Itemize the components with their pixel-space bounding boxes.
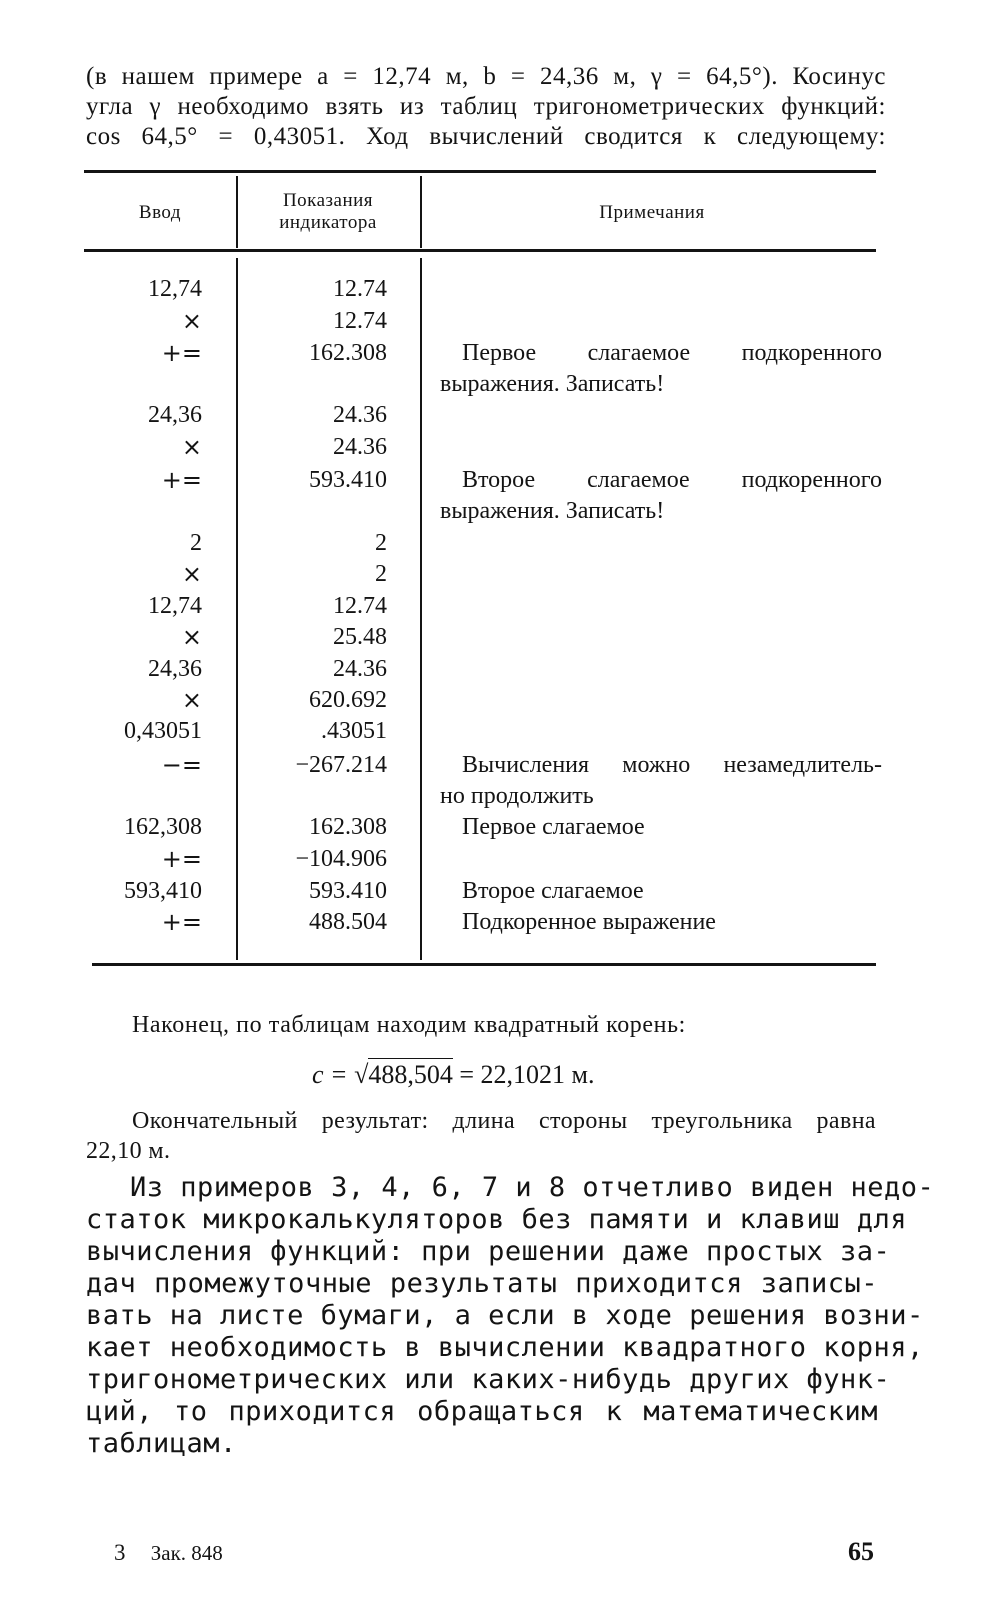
intro-line: (в нашем примере a = 12,74 м, b = 24,36 м, γ = 64,5°). Косинус bbox=[86, 63, 886, 90]
note-line: Первое слагаемое подкоренного bbox=[462, 340, 882, 366]
finally-text: Наконец, по таблицам находим квадратный корень: bbox=[132, 1012, 686, 1038]
input-cell: += bbox=[161, 908, 202, 936]
paragraph-line: Из примеров 3, 4, 6, 7 и 8 отчетливо виден недо- bbox=[130, 1172, 935, 1203]
note-line: но продолжить bbox=[440, 783, 594, 809]
result-line: 22,10 м. bbox=[86, 1138, 171, 1164]
intro-paragraph bbox=[86, 62, 886, 152]
paragraph-line: статок микрокалькуляторов без памяти и клавиш для bbox=[86, 1204, 908, 1235]
input-cell: 162,308 bbox=[124, 814, 202, 840]
footer-signature bbox=[114, 1540, 223, 1566]
input-cell: 24,36 bbox=[148, 402, 202, 428]
indicator-cell: 620.692 bbox=[309, 687, 387, 713]
input-cell: × bbox=[181, 686, 202, 714]
indicator-cell: 488.504 bbox=[309, 909, 387, 935]
note-line: Первое слагаемое bbox=[462, 814, 645, 840]
note-cell bbox=[440, 465, 882, 527]
paragraph-line: кает необходимость в вычислении квадратного корня, bbox=[86, 1332, 924, 1363]
indicator-cell: 24.36 bbox=[333, 656, 387, 682]
signature-number: 3 bbox=[114, 1540, 126, 1565]
indicator-cell: 12.74 bbox=[333, 308, 387, 334]
input-cell: × bbox=[181, 623, 202, 651]
input-cell: 593,410 bbox=[124, 878, 202, 904]
paragraph-line: ций, то приходится обращаться к математическим bbox=[86, 1396, 878, 1427]
formula-radicand: 488,504 bbox=[368, 1060, 453, 1089]
sqrt-formula bbox=[312, 1060, 595, 1090]
input-cell: × bbox=[181, 307, 202, 335]
paragraph-line: тригонометрических или каких-нибудь других функ- bbox=[86, 1364, 891, 1395]
note-cell bbox=[440, 876, 882, 907]
conclusion-paragraph bbox=[86, 1172, 935, 1460]
indicator-cell: 12.74 bbox=[333, 593, 387, 619]
note-line: выражения. Записать! bbox=[440, 498, 665, 524]
formula-rhs: = 22,1021 м. bbox=[459, 1060, 595, 1089]
input-cell: += bbox=[161, 339, 202, 367]
note-line: Второе слагаемое bbox=[462, 878, 644, 904]
paragraph-line: вать на листе бумаги, а если в ходе решения возни- bbox=[86, 1300, 924, 1331]
indicator-cell: 162.308 bbox=[309, 340, 387, 366]
indicator-cell: 593.410 bbox=[309, 878, 387, 904]
page-number: 65 bbox=[848, 1537, 874, 1566]
table-top-rule bbox=[84, 170, 876, 173]
note-cell bbox=[440, 812, 882, 843]
indicator-cell: −267.214 bbox=[295, 752, 387, 778]
input-cell: × bbox=[181, 560, 202, 588]
column-header-input: Ввод bbox=[138, 202, 182, 223]
table-column-divider bbox=[420, 176, 422, 248]
print-order: Зак. 848 bbox=[150, 1541, 223, 1565]
paragraph-line: таблицам. bbox=[86, 1428, 237, 1459]
note-cell bbox=[440, 338, 882, 400]
table-column-divider bbox=[236, 176, 238, 248]
column-header-indicator: Показания индикатора bbox=[279, 190, 377, 233]
result-paragraph bbox=[86, 1106, 876, 1166]
indicator-cell: 24.36 bbox=[333, 434, 387, 460]
table-header-rule bbox=[84, 249, 876, 252]
note-cell bbox=[440, 907, 882, 938]
table-bottom-rule bbox=[92, 963, 876, 966]
indicator-cell: 12.74 bbox=[333, 276, 387, 302]
indicator-cell: 24.36 bbox=[333, 402, 387, 428]
radical-sign: √ bbox=[354, 1060, 369, 1089]
result-line: Окончательный результат: длина стороны треугольника равна bbox=[132, 1108, 876, 1134]
indicator-cell: 162.308 bbox=[309, 814, 387, 840]
indicator-cell: 25.48 bbox=[333, 624, 387, 650]
input-cell: −= bbox=[161, 751, 202, 779]
input-cell: 2 bbox=[190, 530, 202, 556]
note-cell bbox=[440, 750, 882, 812]
indicator-cell: −104.906 bbox=[295, 846, 387, 872]
input-cell: 12,74 bbox=[148, 593, 202, 619]
input-cell: × bbox=[181, 433, 202, 461]
formula-lhs: c = bbox=[312, 1060, 348, 1089]
indicator-cell: .43051 bbox=[321, 718, 387, 744]
indicator-cell: 2 bbox=[375, 561, 387, 587]
indicator-cell: 2 bbox=[375, 530, 387, 556]
intro-line: угла γ необходимо взять из таблиц тригонометрических функций: bbox=[86, 93, 886, 120]
input-cell: 12,74 bbox=[148, 276, 202, 302]
note-line: Второе слагаемое подкоренного bbox=[462, 467, 882, 493]
input-cell: += bbox=[161, 845, 202, 873]
input-cell: += bbox=[161, 466, 202, 494]
input-cell: 24,36 bbox=[148, 656, 202, 682]
intro-line: cos 64,5° = 0,43051. Ход вычислений сводится к следующему: bbox=[86, 123, 886, 150]
paragraph-line: дач промежуточные результаты приходится записы- bbox=[86, 1268, 878, 1299]
note-line: выражения. Записать! bbox=[440, 371, 665, 397]
note-line: Вычисления можно незамедлитель- bbox=[462, 752, 882, 778]
input-cell: 0,43051 bbox=[124, 718, 202, 744]
note-line: Подкоренное выражение bbox=[462, 909, 716, 935]
table-column-divider bbox=[420, 258, 422, 960]
indicator-cell: 593.410 bbox=[309, 467, 387, 493]
table-column-divider bbox=[236, 258, 238, 960]
column-header-notes: Примечания bbox=[599, 202, 705, 223]
paragraph-line: вычисления функций: при решении даже простых за- bbox=[86, 1236, 891, 1267]
